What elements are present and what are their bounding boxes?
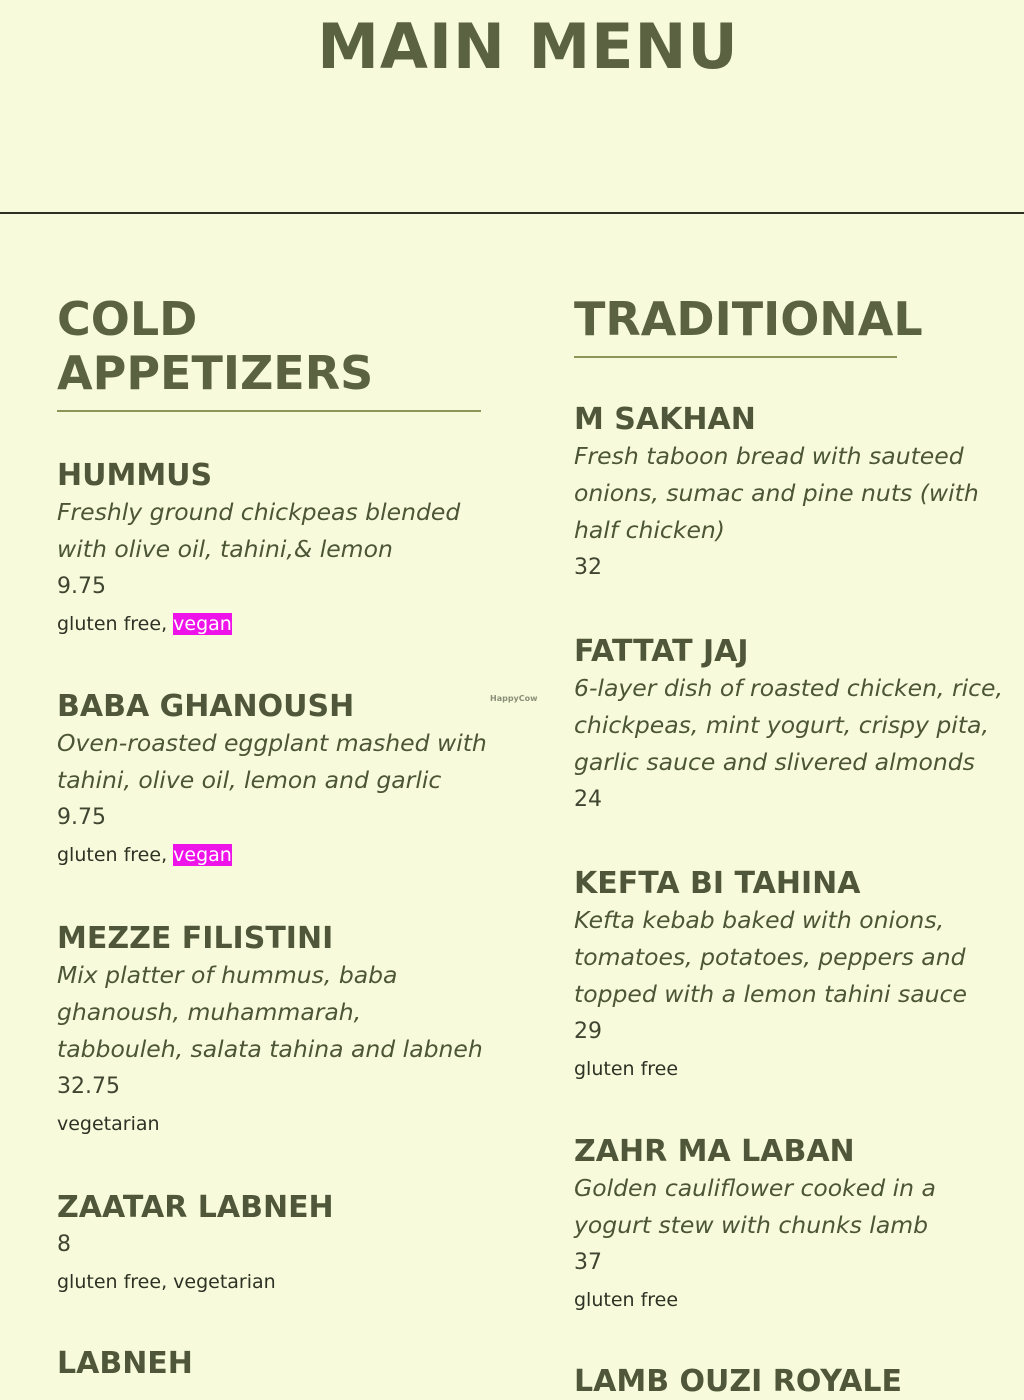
item-price: 9.75 bbox=[57, 805, 106, 830]
item-price: 32 bbox=[574, 555, 602, 580]
menu-item bbox=[57, 458, 460, 643]
item-name: ZAHR MA LABAN bbox=[574, 1134, 855, 1169]
item-description-line: Fresh taboon bread with sauteed bbox=[574, 442, 964, 470]
tag-text: gluten free, bbox=[57, 613, 174, 635]
vegan-tag: vegan bbox=[173, 844, 232, 866]
item-description-line: tabbouleh, salata tahina and labneh bbox=[57, 1035, 483, 1063]
item-name: LABNEH bbox=[57, 1346, 193, 1381]
section-underline bbox=[574, 356, 897, 358]
item-dietary-tags: gluten free, vegetarian bbox=[57, 1271, 276, 1293]
menu-item bbox=[574, 402, 979, 586]
item-description-line: Oven-roasted eggplant mashed with bbox=[57, 729, 487, 757]
vegan-tag: vegan bbox=[173, 613, 232, 635]
menu-item bbox=[57, 689, 487, 874]
item-description-line: onions, sumac and pine nuts (with bbox=[574, 479, 979, 507]
item-name: FATTAT JAJ bbox=[574, 634, 749, 669]
item-dietary-tags: gluten free bbox=[574, 1058, 679, 1080]
section-underline bbox=[57, 410, 481, 412]
item-description-line: Kefta kebab baked with onions, bbox=[574, 906, 945, 934]
watermark: HappyCow bbox=[490, 694, 538, 703]
item-description-line: tomatoes, potatoes, peppers and bbox=[574, 943, 966, 971]
menu-item bbox=[574, 634, 1003, 818]
item-name: BABA GHANOUSH bbox=[57, 689, 355, 724]
menu-item bbox=[574, 866, 967, 1088]
item-dietary-tags: gluten free bbox=[574, 1289, 679, 1311]
item-name: KEFTA BI TAHINA bbox=[574, 866, 861, 901]
item-dietary-tags bbox=[57, 605, 460, 643]
item-dietary-tags bbox=[57, 836, 487, 874]
item-price: 37 bbox=[574, 1250, 602, 1275]
item-dietary-tags: vegetarian bbox=[57, 1113, 160, 1135]
page-title: MAIN MENU bbox=[317, 10, 739, 83]
item-name: HUMMUS bbox=[57, 458, 213, 493]
item-description-line: 6-layer dish of roasted chicken, rice, bbox=[574, 674, 1003, 702]
item-description-line: yogurt stew with chunks lamb bbox=[574, 1211, 929, 1239]
item-name: M SAKHAN bbox=[574, 402, 756, 437]
item-price: 24 bbox=[574, 787, 602, 812]
item-description-line: half chicken) bbox=[574, 516, 725, 544]
menu-item bbox=[57, 1190, 334, 1301]
item-description-line: Mix platter of hummus, baba bbox=[57, 961, 398, 989]
menu-item bbox=[57, 921, 483, 1143]
header-divider bbox=[0, 212, 1024, 214]
item-price: 32.75 bbox=[57, 1074, 120, 1099]
menu-item bbox=[574, 1364, 902, 1400]
item-description-line: tahini, olive oil, lemon and garlic bbox=[57, 766, 442, 794]
item-description-line: Freshly ground chickpeas blended bbox=[57, 498, 461, 526]
section-heading-cold-line2: APPETIZERS bbox=[57, 346, 374, 400]
item-name: LAMB OUZI ROYALE bbox=[574, 1364, 902, 1399]
item-name: ZAATAR LABNEH bbox=[57, 1190, 334, 1225]
item-description-line: topped with a lemon tahini sauce bbox=[574, 980, 967, 1008]
item-name: MEZZE FILISTINI bbox=[57, 921, 334, 956]
item-price: 29 bbox=[574, 1019, 602, 1044]
item-description-line: with olive oil, tahini,& lemon bbox=[57, 535, 393, 563]
menu-item bbox=[574, 1134, 936, 1319]
menu-item bbox=[57, 1346, 193, 1382]
item-price: 8 bbox=[57, 1232, 71, 1257]
item-price: 9.75 bbox=[57, 574, 106, 599]
tag-text: gluten free, bbox=[57, 844, 174, 866]
section-heading-traditional: TRADITIONAL bbox=[574, 292, 923, 346]
item-description-line: chickpeas, mint yogurt, crispy pita, bbox=[574, 711, 989, 739]
item-description-line: garlic sauce and slivered almonds bbox=[574, 748, 975, 776]
item-description-line: ghanoush, muhammarah, bbox=[57, 998, 362, 1026]
section-heading-cold-line1: COLD bbox=[57, 292, 198, 346]
item-description-line: Golden cauliflower cooked in a bbox=[574, 1174, 936, 1202]
